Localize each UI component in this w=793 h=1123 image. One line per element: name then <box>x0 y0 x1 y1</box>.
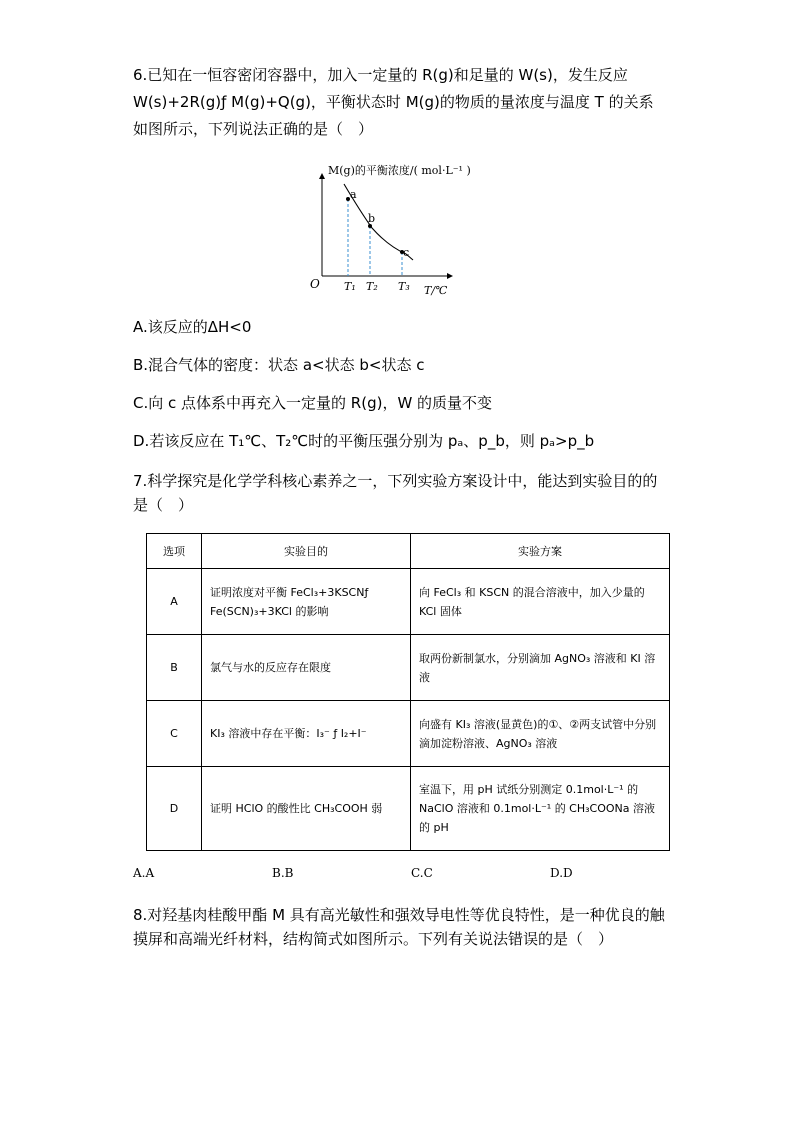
row-option: B <box>147 635 202 701</box>
row-option: A <box>147 569 202 635</box>
q6-option-c: C.向 c 点体系中再充入一定量的 R(g)，W 的质量不变 <box>133 394 493 412</box>
row-option: C <box>147 701 202 767</box>
answer-a: A.A <box>133 866 155 880</box>
table-row <box>147 635 670 701</box>
table-row <box>147 767 670 851</box>
row-option: D <box>147 767 202 851</box>
table-row <box>147 569 670 635</box>
q7-line1: 7.科学探究是化学学科核心素养之一，下列实验方案设计中，能达到实验目的的 <box>133 472 658 490</box>
tick-t1: T₁ <box>344 280 356 293</box>
row-plan: 取两份新制氯水，分别滴加 AgNO₃ 溶液和 KI 溶液 <box>411 635 670 701</box>
row-plan: 室温下，用 pH 试纸分别测定 0.1mol·L⁻¹ 的 NaClO 溶液和 0.1mol·L⁻¹ 的 CH₃COONa 溶液的 pH <box>411 767 670 851</box>
graph-xlabel: T/℃ <box>424 284 448 297</box>
answer-c: C.C <box>411 866 433 880</box>
q6-option-d: D.若该反应在 T₁℃、T₂℃时的平衡压强分别为 pₐ、p_b，则 pₐ>p_b <box>133 432 595 450</box>
label-a: a <box>350 188 357 201</box>
q6-line3: 如图所示，下列说法正确的是（ ） <box>133 120 374 138</box>
row-goal: KI₃ 溶液中存在平衡：I₃⁻ ƒ I₂+I⁻ <box>202 701 411 767</box>
row-goal: 证明 HClO 的酸性比 CH₃COOH 弱 <box>202 767 411 851</box>
tick-t3: T₃ <box>398 280 410 293</box>
graph-origin: O <box>310 277 320 291</box>
header-goal: 实验目的 <box>202 534 411 569</box>
graph-ylabel: M(g)的平衡浓度/( mol·L⁻¹ ) <box>328 164 471 177</box>
tick-t2: T₂ <box>366 280 378 293</box>
q6-option-b: B.混合气体的密度：状态 a<状态 b<状态 c <box>133 356 425 374</box>
table-header-row <box>147 534 670 569</box>
experiment-table <box>146 533 670 851</box>
table-row <box>147 701 670 767</box>
q6-line2: W(s)+2R(g)ƒ M(g)+Q(g)，平衡状态时 M(g)的物质的量浓度与温度 T 的关系 <box>133 93 654 111</box>
row-plan: 向 FeCl₃ 和 KSCN 的混合溶液中，加入少量的 KCl 固体 <box>411 569 670 635</box>
answer-d: D.D <box>550 866 573 880</box>
q7-line2: 是（ ） <box>133 496 194 514</box>
label-b: b <box>368 212 376 225</box>
row-goal: 氯气与水的反应存在限度 <box>202 635 411 701</box>
row-goal: 证明浓度对平衡 FeCl₃+3KSCNƒ Fe(SCN)₃+3KCl 的影响 <box>202 569 411 635</box>
q6-line1: 6.已知在一恒容密闭容器中，加入一定量的 R(g)和足量的 W(s)，发生反应 <box>133 66 628 84</box>
q6-option-a: A.该反应的ΔH<0 <box>133 318 252 336</box>
label-c: c <box>403 246 410 259</box>
answer-b: B.B <box>272 866 294 880</box>
q8-line1: 8.对羟基肉桂酸甲酯 M 具有高光敏性和强效导电性等优良特性，是一种优良的触 <box>133 906 665 924</box>
equilibrium-graph <box>300 156 500 301</box>
header-plan: 实验方案 <box>411 534 670 569</box>
row-plan: 向盛有 KI₃ 溶液(显黄色)的①、②两支试管中分别滴加淀粉溶液、AgNO₃ 溶液 <box>411 701 670 767</box>
header-option: 选项 <box>147 534 202 569</box>
q8-line2: 摸屏和高端光纤材料，结构简式如图所示。下列有关说法错误的是（ ） <box>133 930 614 948</box>
